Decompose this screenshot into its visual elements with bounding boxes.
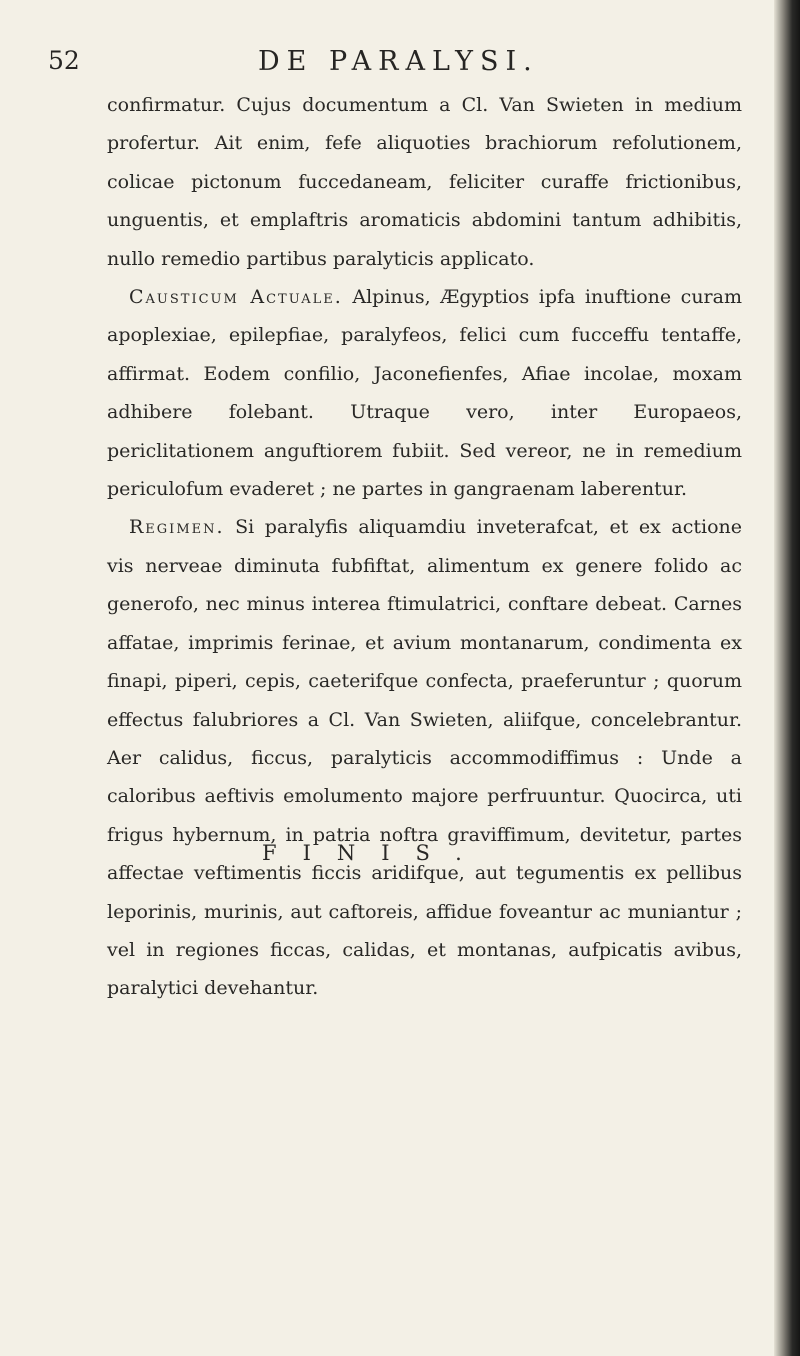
paragraph-text: confirmatur. Cujus documentum a Cl. Van Swieten in medium profertur. Ait enim, fefe aliquoties brachiorum refolutionem, colicae pictonum fuccedaneam, feliciter curaffe frictionibus, unguentis, et emplaftris aromaticis abdomini tantum adhibitis, nullo remedio partibus paralyticis applicato. [107, 94, 742, 270]
paragraph-text: Si paralyfis aliquamdiu inveterafcat, et ex actione vis nerveae diminuta fubfiftat, alimentum ex genere folido ac generofo, nec minus interea ftimulatrici, conftare debeat. Carnes affatae, imprimis ferinae, et avium montanarum, condimenta ex finapi, piperi, cepis, caeterifque confecta, praeferuntur ; quorum effectus falubriores a Cl. Van Swieten, aliifque, concelebrantur. Aer calidus, ficcus, paralyticis accommodiffimus : Unde a caloribus aeftivis emolumento majore perfruuntur. Quocirca, uti frigus hybernum, in patria noftra graviffimum, devitetur, partes affectae veftimentis ficcis aridifque, aut tegumentis ex pellibus leporinis, murinis, aut caftoreis, affidue foveantur ac muniantur ; vel in regiones ficcas, calidas, et montanas, aufpicatis avibus, paralytici devehantur. [107, 516, 742, 1000]
paragraph-continuation [107, 86, 742, 278]
paragraph-regimen [107, 508, 742, 1007]
finis-colophon: FINIS. [262, 841, 488, 865]
paragraph-causticum [107, 278, 742, 508]
book-binding-shadow [774, 0, 800, 1356]
paragraph-text: Alpinus, Ægyptios ipfa inuftione curam apoplexiae, epilepfiae, paralyfeos, felici cum fucceffu tentaffe, affirmat. Eodem confilio, Jaconefienfes, Afiae incolae, moxam adhibere folebant. Utraque vero, inter Europaeos, periclitationem anguftiorem fubiit. Sed vereor, ne in remedium periculofum evaderet ; ne partes in gangraenam laberentur. [107, 286, 742, 501]
page-number: 52 [48, 46, 80, 75]
section-lead-regimen: Regimen. [129, 516, 225, 539]
running-title: DE PARALYSI. [258, 46, 539, 77]
body-text [107, 86, 742, 1008]
section-lead-causticum: Causticum Actuale. [129, 286, 343, 309]
page-header [48, 42, 748, 86]
